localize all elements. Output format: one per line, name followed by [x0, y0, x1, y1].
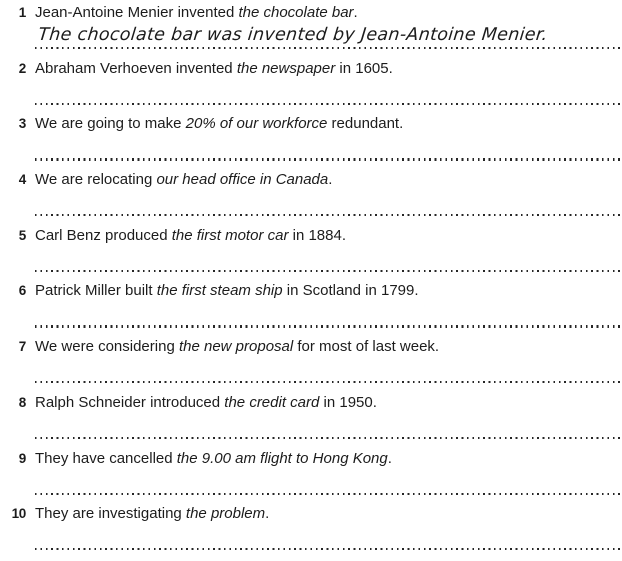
sentence-object: the new proposal: [178, 338, 294, 356]
sentence-object: 20% of our workforce: [185, 115, 328, 133]
item-number: 8: [18, 394, 26, 410]
item-content: [35, 338, 622, 394]
sentence: [35, 450, 622, 468]
sentence-object: the 9.00 am flight to Hong Kong: [176, 449, 388, 467]
sentence-pre: We are relocating: [35, 171, 157, 189]
exercise-item: [0, 115, 622, 171]
sentence-object: our head office in Canada: [156, 171, 329, 189]
item-content: [35, 282, 622, 338]
sentence: [35, 4, 622, 22]
item-number: 6: [18, 283, 26, 299]
exercise-item: [0, 505, 622, 561]
item-number: 3: [18, 116, 26, 132]
exercise-item: [0, 450, 622, 506]
item-content: [35, 394, 622, 450]
item-number: 4: [18, 172, 26, 188]
sentence-post: redundant.: [327, 115, 404, 133]
sentence-object: the first motor car: [171, 226, 289, 244]
item-content: [35, 450, 622, 506]
sentence-pre: Ralph Schneider introduced: [35, 393, 225, 411]
sentence-post: .: [353, 4, 358, 21]
sentence-post: in 1950.: [319, 393, 377, 411]
answer-line[interactable]: [35, 325, 622, 327]
answer-line[interactable]: [35, 548, 622, 550]
answer-line[interactable]: [35, 103, 622, 105]
sentence-pre: Abraham Verhoeven invented: [35, 59, 237, 77]
answer-line[interactable]: [35, 158, 622, 160]
exercise-item: [0, 227, 622, 283]
sentence-post: .: [328, 171, 333, 189]
sentence-pre: We were considering: [35, 338, 179, 356]
sentence-post: in 1884.: [288, 226, 346, 244]
sentence-pre: Jean-Antoine Menier invented: [35, 4, 239, 21]
exercise-item: [0, 4, 622, 60]
exercise-item: [0, 282, 622, 338]
sentence-pre: We are going to make: [35, 115, 186, 133]
answer-line[interactable]: [35, 47, 622, 49]
sentence-object: the credit card: [224, 393, 320, 411]
sentence: [35, 171, 622, 189]
handwritten-answer: The chocolate bar was invented by Jean-Antoine Menier.: [37, 25, 549, 45]
answer-line[interactable]: [35, 214, 622, 216]
sentence-pre: They are investigating: [35, 505, 186, 523]
sentence-object: the newspaper: [236, 59, 336, 77]
item-content: [35, 171, 622, 227]
sentence: [35, 505, 622, 523]
item-content: [35, 115, 622, 171]
sentence-post: for most of last week.: [293, 338, 440, 356]
item-content: [35, 505, 622, 561]
sentence: [35, 338, 622, 356]
exercise-item: [0, 338, 622, 394]
item-content: [35, 4, 622, 60]
sentence-post: in Scotland in 1799.: [282, 282, 419, 300]
sentence-object: the chocolate bar: [238, 4, 354, 21]
sentence-pre: They have cancelled: [35, 449, 177, 467]
sentence: [35, 394, 622, 412]
exercise-item: [0, 60, 622, 116]
sentence-object: the problem: [185, 505, 266, 523]
item-content: [35, 227, 622, 283]
item-number: 9: [18, 450, 26, 466]
sentence-pre: Patrick Miller built: [35, 282, 157, 300]
answer-line[interactable]: [35, 437, 622, 439]
answer-line[interactable]: [35, 270, 622, 272]
answer-line[interactable]: [35, 381, 622, 383]
item-number: 2: [18, 60, 26, 76]
item-number: 7: [18, 339, 26, 355]
item-content: [35, 60, 622, 116]
item-number: 1: [18, 5, 26, 20]
sentence: [35, 60, 622, 78]
sentence: [35, 227, 622, 245]
sentence-pre: Carl Benz produced: [35, 226, 172, 244]
sentence-object: the first steam ship: [156, 282, 283, 300]
item-number: 10: [11, 506, 26, 522]
exercise-item: [0, 394, 622, 450]
answer-line[interactable]: [35, 493, 622, 495]
sentence-post: .: [387, 449, 392, 467]
sentence-post: .: [265, 505, 270, 523]
exercise-item: [0, 171, 622, 227]
sentence: [35, 115, 622, 133]
sentence: [35, 282, 622, 300]
item-number: 5: [18, 227, 26, 243]
sentence-post: in 1605.: [335, 59, 393, 77]
